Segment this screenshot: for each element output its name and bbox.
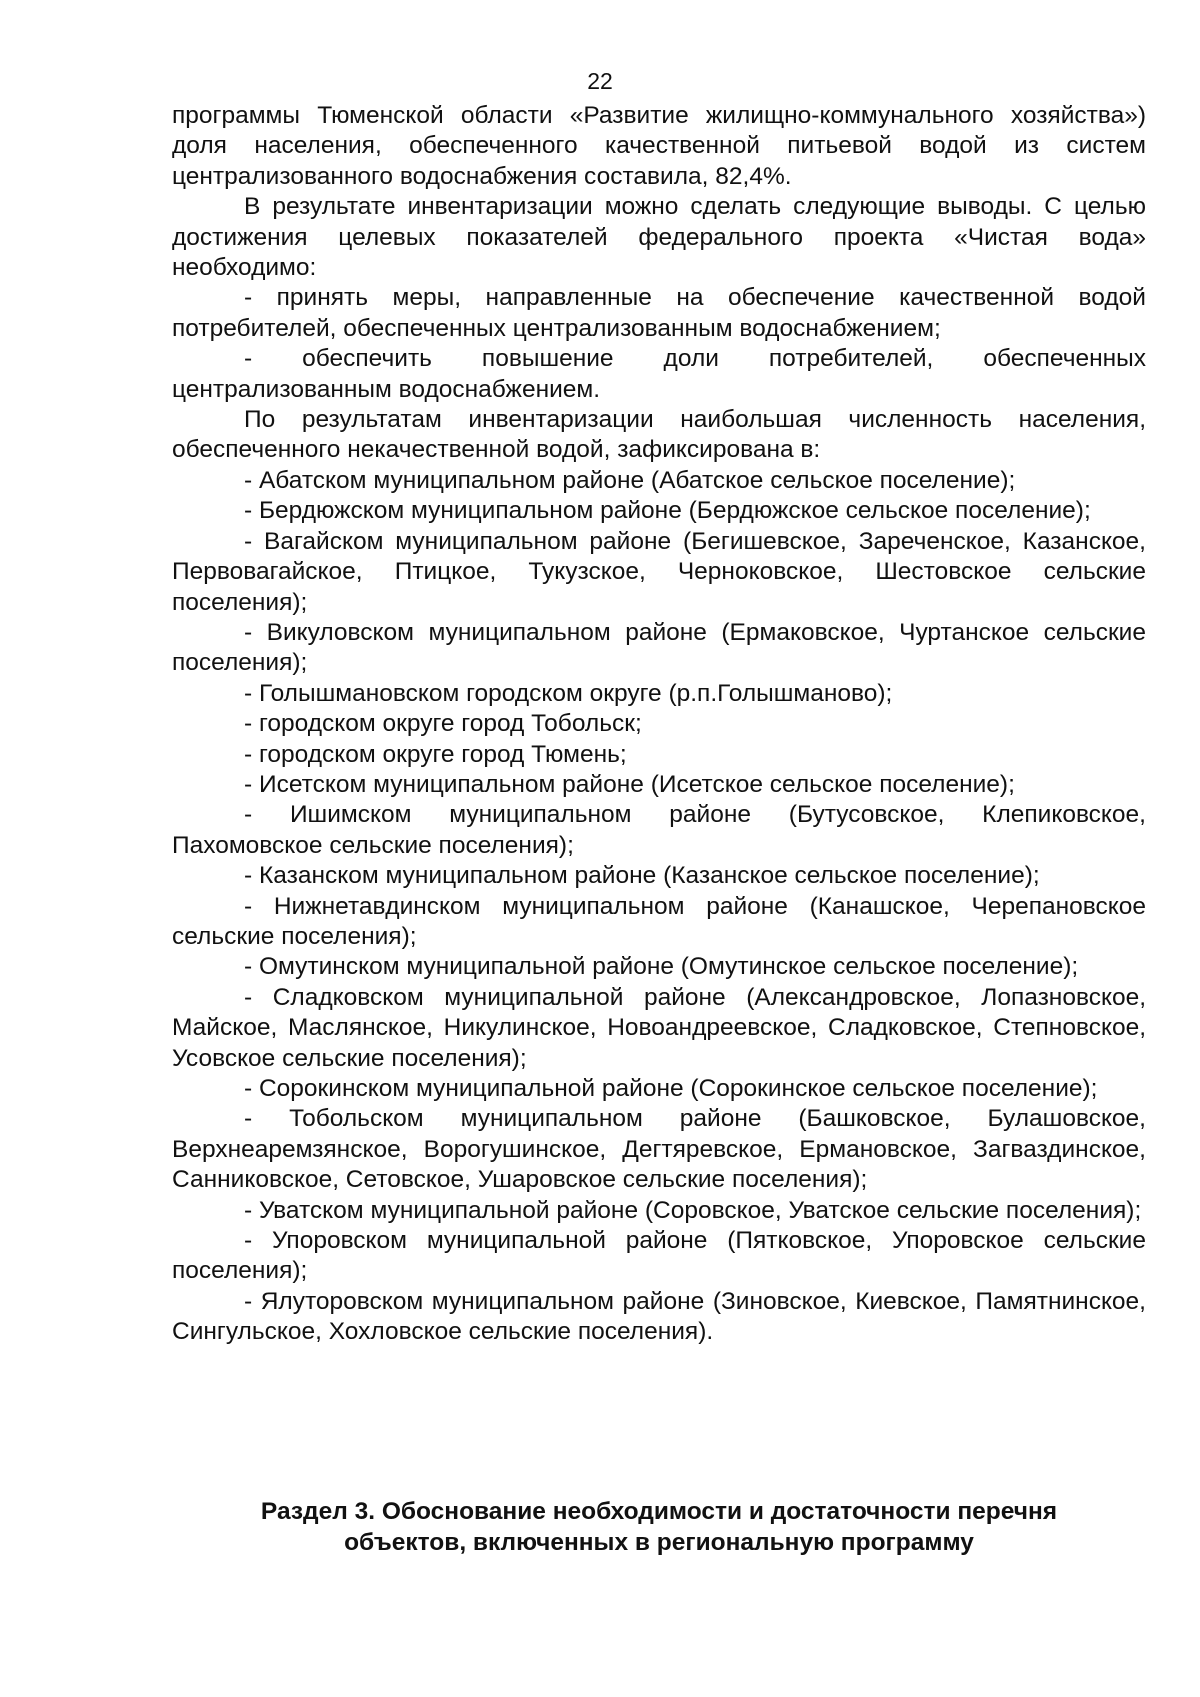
list-item-measure: - обеспечить повышение доли потребителей, обеспеченных централизованным водоснабжением. (172, 345, 1146, 403)
list-item-district: - Ишимском муниципальном районе (Бутусовское, Клепиковское, Пахомовское сельские поселения); (172, 801, 1146, 859)
section-heading-line: объектов, включенных в региональную программу (344, 1529, 974, 1556)
list-item-district: - городском округе город Тобольск; (244, 710, 642, 738)
list-item-district: - Омутинском муниципальной районе (Омутинское сельское поселение); (244, 953, 1079, 981)
list-item-district: - Казанском муниципальном районе (Казанское сельское поселение); (244, 862, 1040, 890)
list-item-district: - Ялуторовском муниципальном районе (Зиновское, Киевское, Памятнинское, Сингульское, Хохловское сельские поселения). (172, 1287, 1146, 1346)
paragraph-results: По результатам инвентаризации наибольшая численность населения, обеспеченного некачественной водой, зафиксирована в: (172, 406, 1146, 464)
paragraph-continuation: программы Тюменской области «Развитие жилищно-коммунального хозяйства») доля населения, обеспеченного качественной питьевой водой из систем централизованного водоснабжения составила, 82,4%. (172, 102, 1146, 190)
page-number: 22 (587, 68, 613, 94)
section-heading-line: Раздел 3. Обоснование необходимости и достаточности перечня (260, 1498, 1058, 1525)
list-item-district: - Уватском муниципальной районе (Соровское, Уватское сельские поселения); (244, 1196, 1142, 1224)
section-heading (172, 1496, 1146, 1558)
list-item-district: - Сладковском муниципальной районе (Александровское, Лопазновское, Майское, Маслянское, Никулинское, Новоандреевское, Сладковское, Степновское, Усовское сельские поселения); (172, 983, 1146, 1072)
list-item-district: - Нижнетавдинском муниципальном районе (Канашское, Черепановское сельские поселения); (172, 892, 1146, 950)
list-item-district: - Упоровском муниципальной районе (Пятковское, Упоровское сельские поселения); (172, 1227, 1146, 1285)
paragraph-conclusions: В результате инвентаризации можно сделать следующие выводы. С целью достижения целевых показателей федерального проекта «Чистая вода» необходимо: (172, 193, 1146, 282)
list-item-district: - Исетском муниципальном районе (Исетское сельское поселение); (244, 770, 1015, 798)
body-text (172, 101, 1146, 1348)
list-item-district: - городском округе город Тюмень; (244, 740, 627, 768)
list-item-district: - Викуловском муниципальном районе (Ермаковское, Чуртанское сельские поселения); (172, 618, 1146, 677)
list-item-district: - Тобольском муниципальном районе (Башковское, Булашовское, Верхнеаремзянское, Ворогушинское, Дегтяревское, Ермановское, Загваздинское, Санниковское, Сетовское, Ушаровское сельские поселения); (172, 1105, 1146, 1194)
list-item-district: - Голышмановском городском округе (р.п.Голышманово); (244, 679, 893, 707)
list-item-measure: - принять меры, направленные на обеспечение качественной водой потребителей, обеспеченных централизованным водоснабжением; (172, 284, 1146, 342)
list-item-district: - Абатском муниципальном районе (Абатское сельское поселение); (244, 466, 1016, 494)
list-item-district: - Бердюжском муниципальном районе (Бердюжское сельское поселение); (244, 497, 1091, 525)
list-item-district: - Сорокинском муниципальной районе (Сорокинское сельское поселение); (244, 1075, 1098, 1102)
list-item-district: - Вагайском муниципальном районе (Бегишевское, Зареченское, Казанское, Первовагайское, Птицкое, Тукузское, Черноковское, Шестовское сельские поселения); (172, 527, 1146, 616)
